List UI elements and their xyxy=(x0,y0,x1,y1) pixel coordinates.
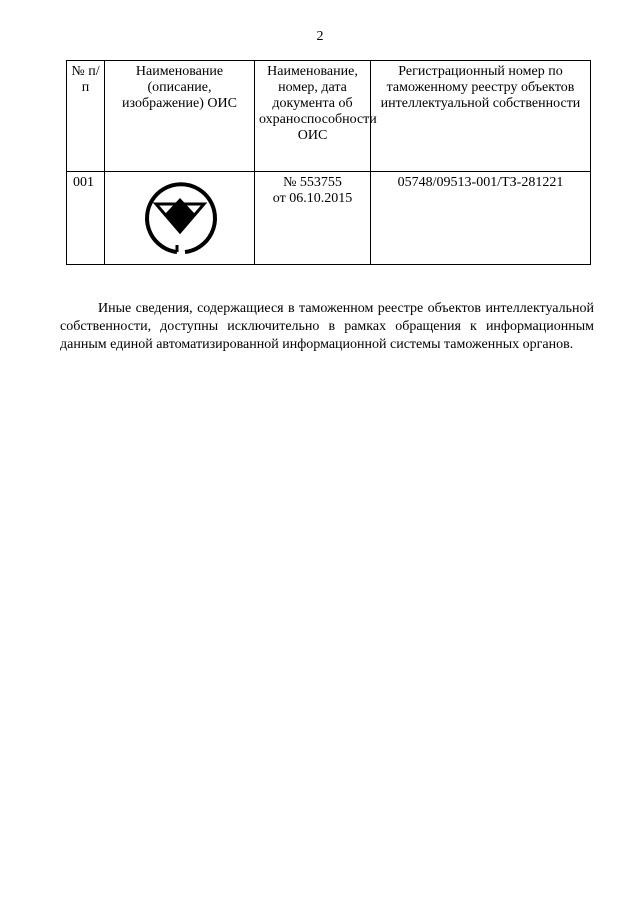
document-date: от 06.10.2015 xyxy=(272,191,353,206)
header-num: № п/п xyxy=(67,61,105,172)
row-document xyxy=(255,172,371,265)
info-paragraph: Иные сведения, содержащиеся в таможенном реестре объектов интеллектуальной собственности, доступны исключительно в рамках обращения к информационным данным единой автоматизированной информационной системы таможенных органов. xyxy=(60,301,594,352)
table-row xyxy=(67,172,591,265)
header-reg-number: Регистрационный номер по таможенному реестру объектов интеллектуальной собственности xyxy=(371,61,591,172)
document-number: № 553755 xyxy=(283,175,342,190)
diamond-in-circle-trademark-icon xyxy=(140,178,220,260)
page-number: 2 xyxy=(316,29,324,44)
table-header-row xyxy=(67,61,591,172)
header-document: Наименование, номер, дата документа об охраноспособности ОИС xyxy=(255,61,371,172)
row-num: 001 xyxy=(67,172,105,265)
header-description: Наименование (описание, изображение) ОИС xyxy=(105,61,255,172)
row-reg-number: 05748/09513-001/ТЗ-281221 xyxy=(371,172,591,265)
registry-table xyxy=(66,60,591,265)
row-image-cell xyxy=(105,172,255,265)
